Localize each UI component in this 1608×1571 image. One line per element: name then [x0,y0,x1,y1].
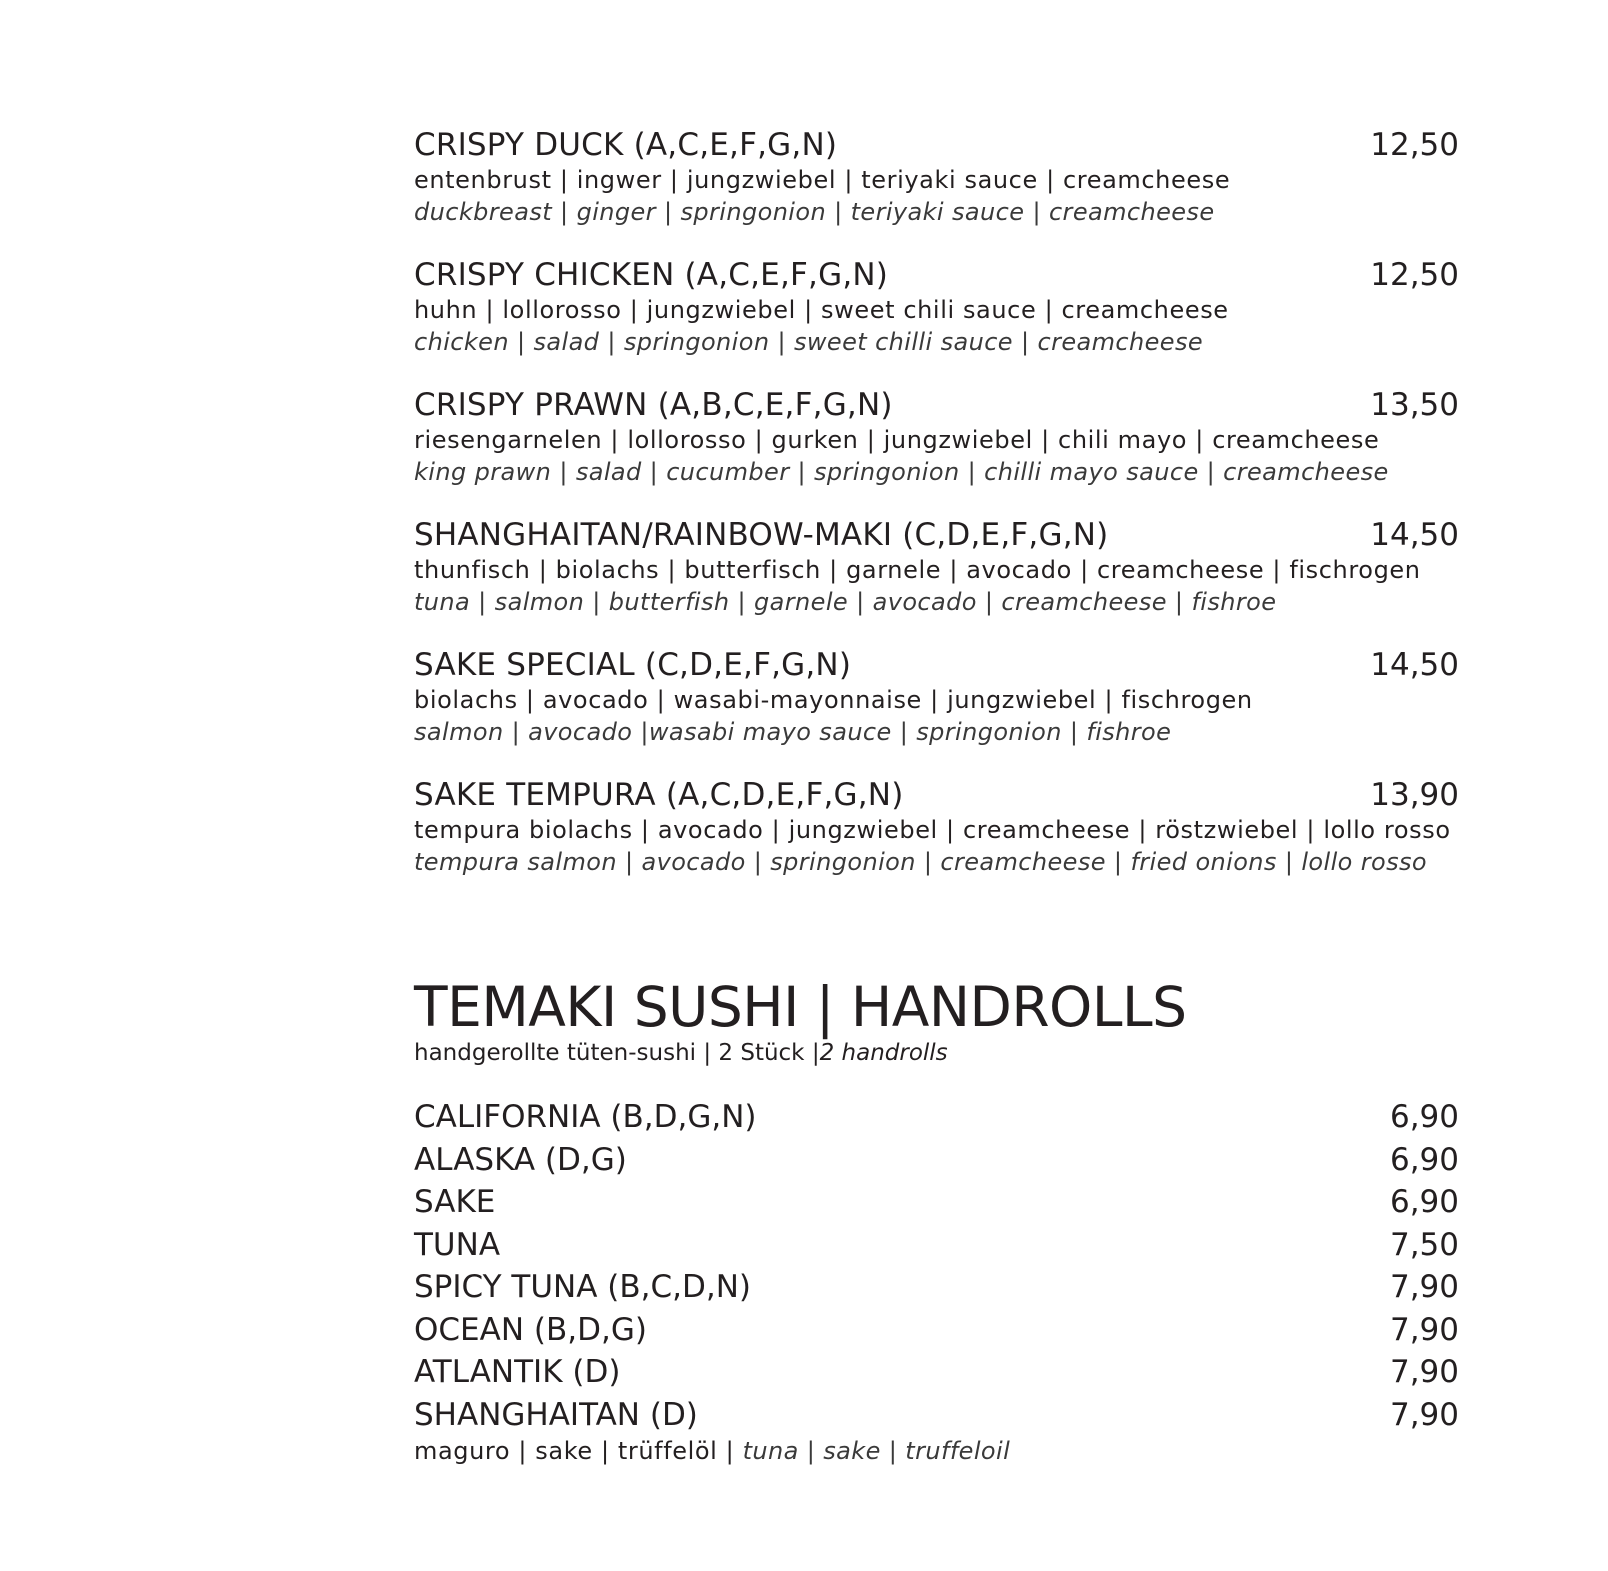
item-name: CRISPY CHICKEN (A,C,E,F,G,N) [414,257,889,293]
menu-page [414,125,1514,1466]
item-price: 6,90 [1389,1184,1459,1220]
item-name: CALIFORNIA (B,D,G,N) [414,1099,757,1135]
item-price: 7,90 [1389,1354,1459,1390]
section-title: TEMAKI SUSHI | HANDROLLS [414,975,1187,1039]
temaki-item [414,1181,1459,1224]
temaki-item-description [414,1436,1459,1466]
item-name: SAKE [414,1184,496,1220]
menu-item [414,515,1514,618]
item-price: 7,90 [1389,1269,1459,1305]
item-name: CRISPY PRAWN (A,B,C,E,F,G,N) [414,387,893,423]
section-subtitle-de: handgerollte tüten-sushi | 2 Stück | [414,1040,820,1066]
item-description-en: tuna | salmon | butterfish | garnele | avocado | creamcheese | fishroe [414,588,1277,616]
temaki-list [414,1096,1459,1466]
item-name: SHANGHAITAN/RAINBOW-MAKI (C,D,E,F,G,N) [414,517,1109,553]
item-description-en: duckbreast | ginger | springonion | teriyaki sauce | creamcheese [414,198,1215,226]
section-subtitle [414,1038,1514,1068]
item-price: 6,90 [1389,1141,1459,1178]
menu-item [414,255,1514,358]
temaki-item [414,1096,1459,1139]
item-name: CRISPY DUCK (A,C,E,F,G,N) [414,127,838,163]
temaki-item [414,1394,1459,1437]
temaki-item [414,1351,1459,1394]
menu-item [414,385,1514,488]
item-name: SAKE SPECIAL (C,D,E,F,G,N) [414,647,852,683]
item-price: 12,50 [1370,127,1459,163]
temaki-item [414,1224,1459,1267]
item-price: 13,90 [1370,777,1459,813]
item-name: ATLANTIK (D) [414,1354,621,1390]
item-name: ALASKA (D,G) [414,1141,627,1178]
item-name: TUNA [414,1226,501,1263]
item-price: 12,50 [1370,257,1459,293]
item-description-de: riesengarnelen | lollorosso | gurken | jungzwiebel | chili mayo | creamcheese [414,426,1380,454]
item-description-de: maguro | sake | trüffelöl | [414,1437,735,1465]
item-description-en: tempura salmon | avocado | springonion | creamcheese | fried onions | lollo rosso [414,848,1428,876]
menu-item [414,775,1514,878]
item-description-de: entenbrust | ingwer | jungzwiebel | teriyaki sauce | creamcheese [414,166,1231,194]
item-name: SAKE TEMPURA (A,C,D,E,F,G,N) [414,777,904,813]
item-price: 14,50 [1370,647,1459,683]
item-price: 13,50 [1370,387,1459,423]
item-description-en: tuna | sake | truffeloil [742,1437,1011,1465]
temaki-item [414,1266,1459,1309]
menu-item [414,645,1514,748]
menu-item [414,125,1514,228]
item-description-en: salmon | avocado |wasabi mayo sauce | springonion | fishroe [414,718,1172,746]
item-description-de: tempura biolachs | avocado | jungzwiebel | creamcheese | röstzwiebel | lollo rosso [414,816,1451,844]
item-description-en: chicken | salad | springonion | sweet chilli sauce | creamcheese [414,328,1204,356]
item-description-de: thunfisch | biolachs | butterfisch | garnele | avocado | creamcheese | fischrogen [414,556,1421,584]
temaki-item [414,1309,1459,1352]
item-description-de: huhn | lollorosso | jungzwiebel | sweet chili sauce | creamcheese [414,296,1229,324]
item-price: 7,90 [1389,1396,1459,1433]
temaki-item [414,1139,1459,1182]
item-name: SPICY TUNA (B,C,D,N) [414,1269,752,1305]
item-name: OCEAN (B,D,G) [414,1311,647,1348]
item-description-en: king prawn | salad | cucumber | springonion | chilli mayo sauce | creamcheese [414,458,1389,486]
section-subtitle-en: 2 handrolls [819,1040,948,1066]
item-price: 6,90 [1389,1099,1459,1135]
item-price: 7,90 [1389,1311,1459,1348]
item-description-de: biolachs | avocado | wasabi-mayonnaise | jungzwiebel | fischrogen [414,686,1253,714]
item-price: 7,50 [1389,1226,1459,1263]
item-price: 14,50 [1370,517,1459,553]
item-name: SHANGHAITAN (D) [414,1396,698,1433]
